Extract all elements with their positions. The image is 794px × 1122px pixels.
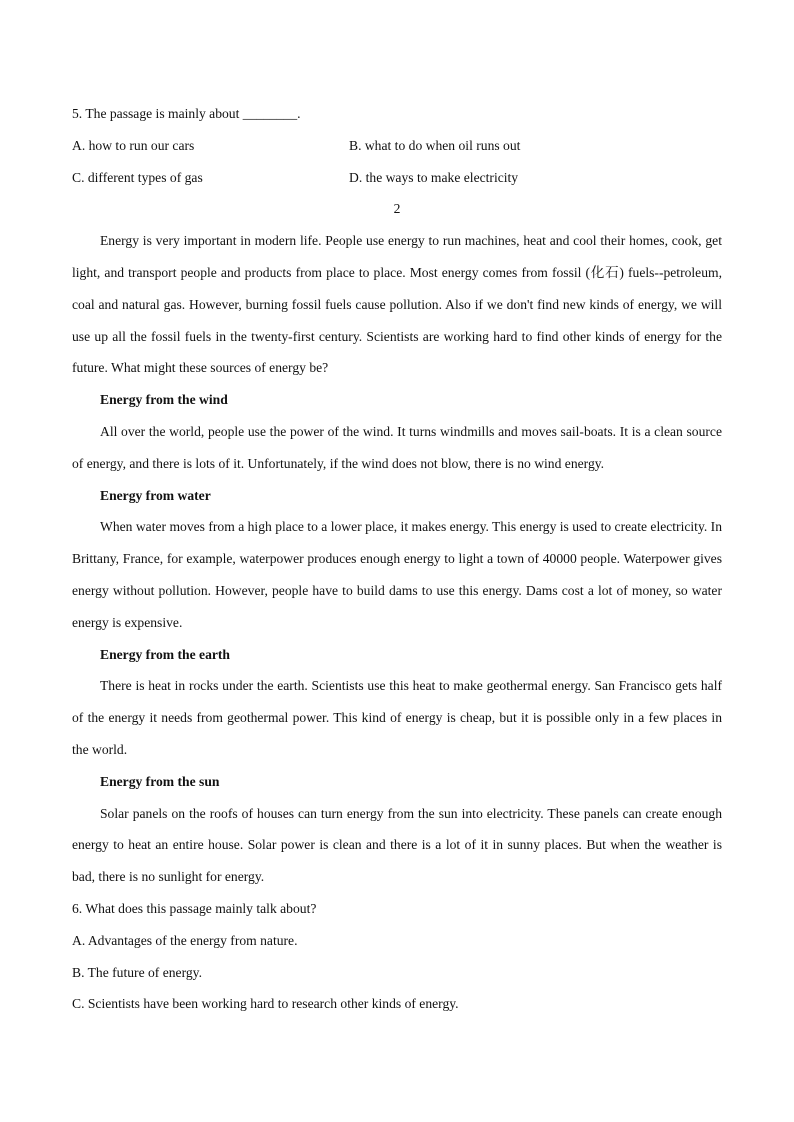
- question-6: 6. What does this passage mainly talk about?: [72, 900, 317, 916]
- passage-number: 2: [393, 201, 401, 217]
- q6-option-a[interactable]: A. Advantages of the energy from nature.: [72, 932, 298, 948]
- worksheet-page: [72, 98, 722, 1020]
- question-5: 5. The passage is mainly about ________.: [72, 106, 301, 121]
- section-text-sun: Solar panels on the roofs of houses can turn energy from the sun into electricity. These panels can create enough energy to heat an entire house. Solar power is clean and there is a lot of it in sunny places. But when the weather is bad, there is no sunlight for energy.: [72, 805, 722, 885]
- section-text-wind: All over the world, people use the power of the wind. It turns windmills and moves sail-boats. It is a clean source of energy, and there is lots of it. Unfortunately, if the wind does not blow, there is no wind energy.: [72, 423, 722, 471]
- question-5-options-row-2: [72, 162, 722, 194]
- option-b[interactable]: B. what to do when oil runs out: [349, 137, 521, 153]
- section-heading-sun: Energy from the sun: [100, 773, 220, 789]
- section-heading-earth: Energy from the earth: [100, 646, 230, 662]
- option-a[interactable]: A. how to run our cars: [72, 137, 195, 153]
- q6-option-b[interactable]: B. The future of energy.: [72, 964, 202, 980]
- q6-option-c[interactable]: C. Scientists have been working hard to research other kinds of energy.: [72, 996, 459, 1012]
- question-5-options-row-1: [72, 130, 722, 162]
- section-text-water: When water moves from a high place to a lower place, it makes energy. This energy is used to create electricity. In Brittany, France, for example, waterpower produces enough energy to light a town of 40000 people. Waterpower gives energy without pollution. However, people have to build dams to use this energy. Dams cost a lot of money, so water energy is expensive.: [72, 519, 722, 630]
- section-heading-wind: Energy from the wind: [100, 392, 228, 408]
- section-heading-water: Energy from water: [100, 487, 211, 503]
- section-text-earth: There is heat in rocks under the earth. Scientists use this heat to make geothermal energy. San Francisco gets half of the energy it needs from geothermal power. This kind of energy is cheap, but it is possible only in a few places in the world.: [72, 678, 722, 757]
- option-d[interactable]: D. the ways to make electricity: [349, 169, 519, 185]
- option-c[interactable]: C. different types of gas: [72, 169, 203, 185]
- passage-intro: Energy is very important in modern life. People use energy to run machines, heat and cool their homes, cook, get light, and transport people and products from place to place. Most energy comes from fossil (化石) fuels--petroleum, coal and natural gas. However, burning fossil fuels cause pollution. Also if we don't find new kinds of energy, we will use up all the fossil fuels in the twenty-first century. Scientists are working hard to find other kinds of energy for the future. What might these sources of energy be?: [72, 233, 722, 376]
